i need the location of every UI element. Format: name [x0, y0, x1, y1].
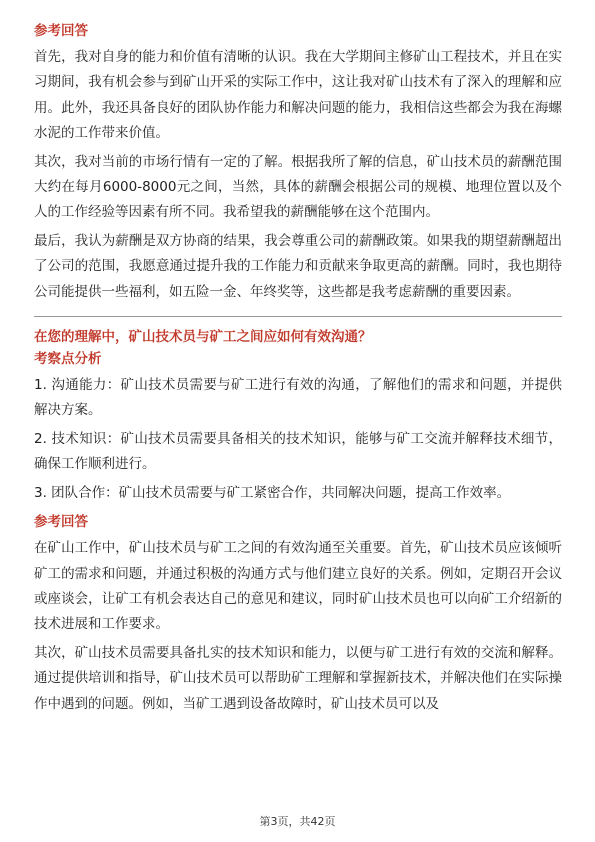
analysis-point-1: 1. 沟通能力：矿山技术员需要与矿工进行有效的沟通，了解他们的需求和问题，并提供解决方案。	[34, 377, 562, 419]
analysis-heading: 考察点分析	[34, 351, 102, 368]
analysis-point-2: 2. 技术知识：矿山技术员需要具备相关的技术知识，能够与矿工交流并解释技术细节，确保工作顺利进行。	[34, 430, 562, 473]
answer-paragraph-2: 其次，我对当前的市场行情有一定的了解。根据我所了解的信息，矿山技术员的薪酬范围大约在每月6000-8000元之间，当然，具体的薪酬会根据公司的规模、地理位置以及个人的工作经验等因素有所不同。我希望我的薪酬能够在这个范围内。	[34, 153, 562, 221]
page-content	[34, 21, 562, 717]
answer-heading-1: 参考回答	[34, 23, 88, 39]
answer-heading-2: 参考回答	[34, 514, 88, 531]
answer2-paragraph-1: 在矿山工作中，矿山技术员与矿工之间的有效沟通至关重要。首先，矿山技术员应该倾听矿工的需求和问题，并通过积极的沟通方式与他们建立良好的关系。例如，定期召开会议或座谈会，让矿工有机会表达自己的意见和建议，同时矿山技术员也可以向矿工介绍新的技术进展和工作要求。	[34, 540, 562, 633]
section-divider	[34, 316, 562, 317]
question-title: 在您的理解中，矿山技术员与矿工之间应如何有效沟通？	[34, 329, 372, 346]
answer-paragraph-1: 首先，我对自身的能力和价值有清晰的认识。我在大学期间主修矿山工程技术，并且在实习期间，我有机会参与到矿山开采的实际工作中，这让我对矿山技术有了深入的理解和应用。此外，我还具备良好的团队协作能力和解决问题的能力，我相信这些都会为我在海螺水泥的工作带来价值。	[34, 49, 562, 142]
analysis-point-3: 3. 团队合作：矿山技术员需要与矿工紧密合作，共同解决问题，提高工作效率。	[34, 484, 511, 501]
page-number: 第3页，共42页	[259, 815, 336, 828]
answer2-paragraph-2: 其次，矿山技术员需要具备扎实的技术知识和能力，以便与矿工进行有效的交流和解释。通过提供培训和指导，矿山技术员可以帮助矿工理解和掌握新技术，并解决他们在实际操作中遇到的问题。例如，当矿工遇到设备故障时，矿山技术员可以及	[34, 644, 562, 712]
answer-paragraph-3: 最后，我认为薪酬是双方协商的结果，我会尊重公司的薪酬政策。如果我的期望薪酬超出了公司的范围，我愿意通过提升我的工作能力和贡献来争取更高的薪酬。同时，我也期待公司能提供一些福利，如五险一金、年终奖等，这些都是我考虑薪酬的重要因素。	[34, 232, 562, 300]
